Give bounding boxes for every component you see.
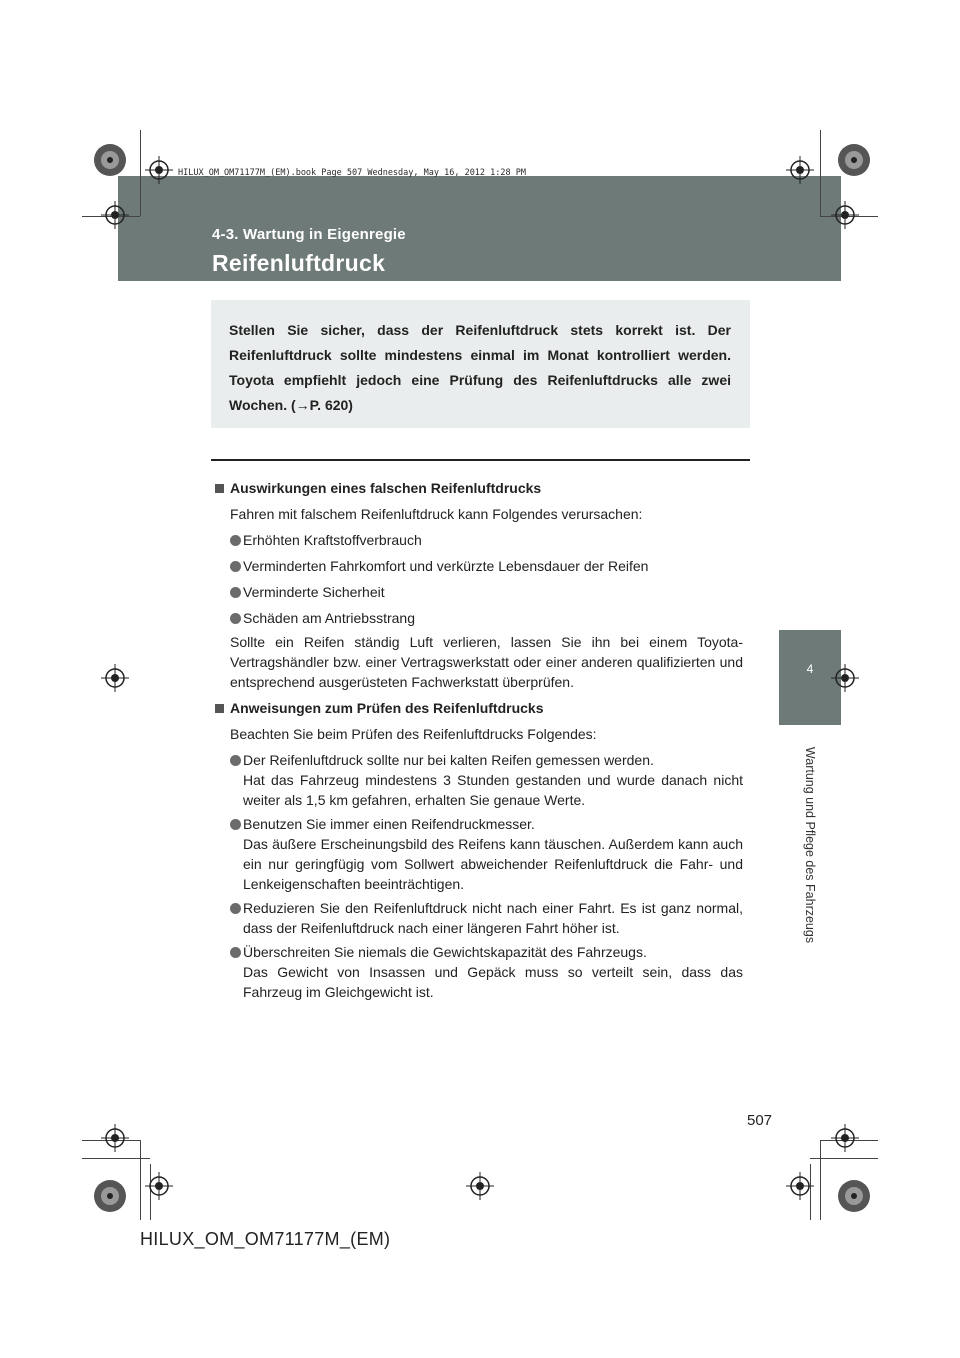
- intro-text: Stellen Sie sicher, dass der Reifenluftdruck stets korrekt ist. Der Reifenluftdruck sollte mindestens einmal im Monat kontrolliert werden. Toyota empfiehlt jedoch eine Prüfung des Reifenluftdrucks alle zwei Wochen. (→P. 620): [229, 322, 731, 413]
- list-item: Schäden am Antriebsstrang: [230, 608, 743, 628]
- section-heading: [215, 478, 743, 498]
- square-bullet-icon: [215, 704, 224, 713]
- list-item: Der Reifenluftdruck sollte nur bei kalten Reifen gemessen werden. Hat das Fahrzeug mindestens 3 Stunden gestanden und wurde danach nicht weiter als 1,5 km gefahren, erhalten Sie genaue Werte.: [230, 750, 743, 810]
- section-note: Sollte ein Reifen ständig Luft verlieren, lassen Sie ihn bei einem Toyota-Vertragshändler bzw. einer Vertragswerkstatt oder einer anderen qualifizierten und entsprechend ausgerüsteten Fachwerkstatt überprüfen.: [230, 634, 743, 690]
- bullet-icon: [230, 561, 241, 572]
- section-label: 4-3. Wartung in Eigenregie: [212, 226, 406, 243]
- section-heading-text: Auswirkungen eines falschen Reifenluftdrucks: [230, 480, 542, 496]
- page-title: Reifenluftdruck: [212, 250, 386, 276]
- list-item: Verminderte Sicherheit: [230, 582, 743, 602]
- bullet-icon: [230, 755, 241, 766]
- bullet-icon: [230, 819, 241, 830]
- chapter-title: Wartung und Pflege des Fahrzeugs: [803, 746, 817, 944]
- chapter-number: 4: [806, 662, 814, 676]
- list-item: Reduzieren Sie den Reifenluftdruck nicht nach einer Fahrt. Es ist ganz normal, dass der Reifenluftdruck nach einer längeren Fahrt höher ist.: [230, 898, 743, 938]
- divider: [211, 459, 750, 461]
- crosshair-icon: [101, 1124, 129, 1152]
- crosshair-icon: [831, 1124, 859, 1152]
- section-heading-text: Anweisungen zum Prüfen des Reifenluftdrucks: [230, 700, 544, 716]
- page-number: 507: [747, 1112, 773, 1129]
- bullet-icon: [230, 947, 241, 958]
- bullet-icon: [230, 613, 241, 624]
- crosshair-icon: [145, 1172, 173, 1200]
- crosshair-icon: [466, 1172, 494, 1200]
- bullet-icon: [230, 903, 241, 914]
- crosshair-icon: [786, 1172, 814, 1200]
- crosshair-icon: [831, 201, 859, 229]
- bullet-icon: [230, 535, 241, 546]
- crosshair-icon: [101, 664, 129, 692]
- bullet-icon: [230, 587, 241, 598]
- crosshair-icon: [831, 664, 859, 692]
- section-heading: [215, 698, 743, 718]
- crosshair-icon: [101, 201, 129, 229]
- sunburst-registration-icon: [92, 1178, 128, 1214]
- list-item: Erhöhten Kraftstoffverbrauch: [230, 530, 743, 550]
- sunburst-registration-icon: [92, 142, 128, 178]
- section-lead: Beachten Sie beim Prüfen des Reifenluftdrucks Folgendes:: [230, 726, 597, 742]
- crosshair-icon: [145, 156, 173, 184]
- book-info-stamp: HILUX_OM_OM71177M_(EM).book Page 507 Wednesday, May 16, 2012 1:28 PM: [178, 168, 526, 178]
- square-bullet-icon: [215, 484, 224, 493]
- section-lead: Fahren mit falschem Reifenluftdruck kann Folgendes verursachen:: [230, 506, 643, 522]
- document-code: HILUX_OM_OM71177M_(EM): [140, 1229, 391, 1249]
- list-item: Verminderten Fahrkomfort und verkürzte Lebensdauer der Reifen: [230, 556, 743, 576]
- sunburst-registration-icon: [836, 1178, 872, 1214]
- crosshair-icon: [786, 156, 814, 184]
- list-item: Benutzen Sie immer einen Reifendruckmesser. Das äußere Erscheinungsbild des Reifens kann täuschen. Außerdem kann auch ein nur geringfügig vom Sollwert abweichender Reifenluftdruck die Fahr- und Lenkeigenschaften beeinträchtigen.: [230, 814, 743, 894]
- list-item: Überschreiten Sie niemals die Gewichtskapazität des Fahrzeugs. Das Gewicht von Insassen und Gepäck muss so verteilt sein, dass das Fahrzeug im Gleichgewicht ist.: [230, 942, 743, 1002]
- sunburst-registration-icon: [836, 142, 872, 178]
